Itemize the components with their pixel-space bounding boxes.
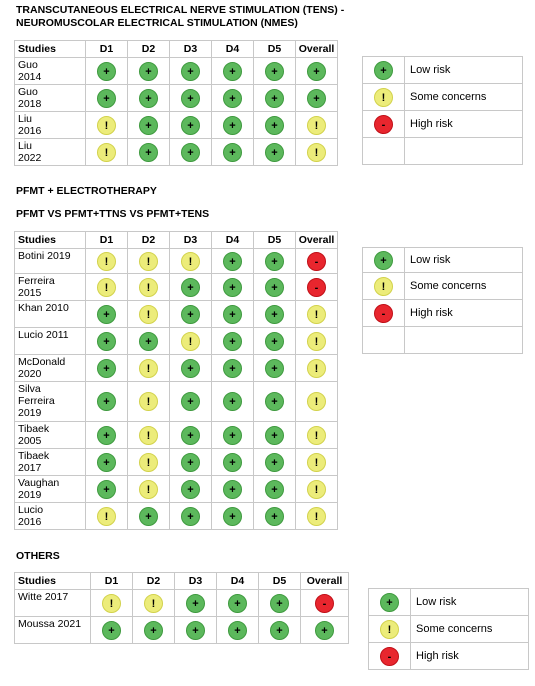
- some-risk-icon: !: [97, 252, 116, 271]
- study-name: Tibaek 2005: [15, 422, 86, 449]
- table-row: [15, 328, 338, 355]
- legend-item: [363, 57, 523, 84]
- low-risk-icon: +: [270, 594, 289, 613]
- section-subtitle: PFMT VS PFMT+TTNS VS PFMT+TENS: [16, 208, 210, 220]
- section-title: TRANSCUTANEOUS ELECTRICAL NERVE STIMULATION (TENS) - NEUROMUSCOLAR ELECTRICAL STIMULATION (NMES): [16, 4, 345, 29]
- rating-cell: [175, 590, 217, 617]
- legend-empty-cell: [405, 327, 523, 354]
- column-header: D1: [86, 41, 128, 58]
- table-row: [15, 301, 338, 328]
- low-risk-icon: +: [97, 453, 116, 472]
- table-row: [15, 422, 338, 449]
- study-name: Silva Ferreira 2019: [15, 382, 86, 422]
- rating-cell: [212, 449, 254, 476]
- study-name: Lucio 2016: [15, 503, 86, 530]
- low-risk-icon: +: [223, 278, 242, 297]
- rating-cell: [86, 355, 128, 382]
- low-risk-icon: +: [265, 116, 284, 135]
- table-row: [15, 590, 349, 617]
- column-header: D5: [254, 232, 296, 249]
- rating-cell: [86, 476, 128, 503]
- legend-some-risk-icon: !: [374, 88, 393, 107]
- low-risk-icon: +: [223, 305, 242, 324]
- table-row: [15, 249, 338, 274]
- rating-cell: [86, 422, 128, 449]
- rating-cell: [128, 112, 170, 139]
- low-risk-icon: +: [265, 507, 284, 526]
- rating-cell: [296, 422, 338, 449]
- low-risk-icon: +: [97, 62, 116, 81]
- table-header-row: [15, 573, 349, 590]
- low-risk-icon: +: [97, 359, 116, 378]
- rating-cell: [128, 503, 170, 530]
- legend-label: Low risk: [411, 589, 529, 616]
- legend-low-risk-icon: +: [380, 593, 399, 612]
- column-header: D3: [170, 41, 212, 58]
- legend-item: [363, 273, 523, 300]
- low-risk-icon: +: [181, 305, 200, 324]
- study-name: McDonald 2020: [15, 355, 86, 382]
- rating-cell: [296, 328, 338, 355]
- rating-cell: [170, 112, 212, 139]
- column-header: D2: [133, 573, 175, 590]
- rating-cell: [296, 301, 338, 328]
- rating-cell: [254, 249, 296, 274]
- legend-label: Some concerns: [411, 616, 529, 643]
- legend-label: Some concerns: [405, 273, 523, 300]
- rating-cell: [212, 355, 254, 382]
- low-risk-icon: +: [97, 305, 116, 324]
- low-risk-icon: +: [223, 453, 242, 472]
- rating-cell: [170, 503, 212, 530]
- rating-cell: [86, 328, 128, 355]
- some-risk-icon: !: [139, 278, 158, 297]
- rating-cell: [170, 139, 212, 166]
- legend-item: [369, 643, 529, 670]
- rating-cell: [170, 476, 212, 503]
- some-risk-icon: !: [139, 252, 158, 271]
- low-risk-icon: +: [186, 594, 205, 613]
- column-header: Overall: [296, 41, 338, 58]
- rating-cell: [301, 617, 349, 644]
- study-name: Vaughan 2019: [15, 476, 86, 503]
- table-row: [15, 503, 338, 530]
- some-risk-icon: !: [97, 143, 116, 162]
- rating-cell: [128, 249, 170, 274]
- low-risk-icon: +: [223, 507, 242, 526]
- rating-cell: [170, 301, 212, 328]
- low-risk-icon: +: [265, 359, 284, 378]
- rating-cell: [170, 85, 212, 112]
- rating-cell: [91, 617, 133, 644]
- column-header: D5: [259, 573, 301, 590]
- low-risk-icon: +: [97, 89, 116, 108]
- some-risk-icon: !: [97, 278, 116, 297]
- study-name: Botini 2019: [15, 249, 86, 274]
- rating-cell: [86, 503, 128, 530]
- rating-cell: [296, 382, 338, 422]
- legend-table: [368, 588, 529, 670]
- low-risk-icon: +: [265, 278, 284, 297]
- legend-label: High risk: [405, 111, 523, 138]
- table-row: [15, 85, 338, 112]
- legend-table: [362, 56, 523, 165]
- rating-cell: [170, 274, 212, 301]
- rating-cell: [296, 139, 338, 166]
- legend-label: High risk: [405, 300, 523, 327]
- rating-cell: [254, 85, 296, 112]
- some-risk-icon: !: [139, 359, 158, 378]
- rating-cell: [86, 274, 128, 301]
- low-risk-icon: +: [181, 426, 200, 445]
- rating-cell: [212, 503, 254, 530]
- section-title: PFMT + ELECTROTHERAPY: [16, 185, 157, 197]
- some-risk-icon: !: [139, 480, 158, 499]
- low-risk-icon: +: [139, 143, 158, 162]
- rating-cell: [86, 449, 128, 476]
- low-risk-icon: +: [265, 252, 284, 271]
- low-risk-icon: +: [102, 621, 121, 640]
- column-header: D4: [217, 573, 259, 590]
- low-risk-icon: +: [139, 507, 158, 526]
- rating-cell: [128, 449, 170, 476]
- rating-cell: [128, 355, 170, 382]
- some-risk-icon: !: [307, 305, 326, 324]
- rating-cell: [212, 382, 254, 422]
- legend-item: [363, 84, 523, 111]
- rating-cell: [296, 274, 338, 301]
- rating-cell: [128, 422, 170, 449]
- rating-cell: [217, 617, 259, 644]
- rating-cell: [212, 58, 254, 85]
- study-name: Tibaek 2017: [15, 449, 86, 476]
- rating-cell: [170, 449, 212, 476]
- rating-cell: [254, 58, 296, 85]
- some-risk-icon: !: [307, 392, 326, 411]
- rating-cell: [212, 274, 254, 301]
- low-risk-icon: +: [139, 116, 158, 135]
- table-row: [15, 58, 338, 85]
- legend-low-risk-icon: +: [374, 61, 393, 80]
- rating-cell: [128, 85, 170, 112]
- rating-cell: [212, 249, 254, 274]
- high-risk-icon: -: [315, 594, 334, 613]
- rating-cell: [212, 476, 254, 503]
- low-risk-icon: +: [181, 359, 200, 378]
- rating-cell: [170, 58, 212, 85]
- rating-cell: [254, 382, 296, 422]
- table-row: [15, 449, 338, 476]
- rating-cell: [175, 617, 217, 644]
- low-risk-icon: +: [223, 480, 242, 499]
- some-risk-icon: !: [307, 359, 326, 378]
- rating-cell: [254, 274, 296, 301]
- study-name: Lucio 2011: [15, 328, 86, 355]
- some-risk-icon: !: [307, 332, 326, 351]
- legend-item: [363, 111, 523, 138]
- low-risk-icon: +: [265, 426, 284, 445]
- rating-cell: [170, 422, 212, 449]
- low-risk-icon: +: [139, 62, 158, 81]
- rating-cell: [170, 355, 212, 382]
- low-risk-icon: +: [181, 89, 200, 108]
- some-risk-icon: !: [139, 305, 158, 324]
- rating-cell: [254, 355, 296, 382]
- low-risk-icon: +: [97, 426, 116, 445]
- low-risk-icon: +: [223, 332, 242, 351]
- column-header: Overall: [301, 573, 349, 590]
- some-risk-icon: !: [307, 507, 326, 526]
- rating-cell: [86, 382, 128, 422]
- low-risk-icon: +: [265, 62, 284, 81]
- column-header: Studies: [15, 573, 91, 590]
- low-risk-icon: +: [181, 453, 200, 472]
- low-risk-icon: +: [223, 392, 242, 411]
- low-risk-icon: +: [270, 621, 289, 640]
- low-risk-icon: +: [307, 62, 326, 81]
- rating-cell: [128, 382, 170, 422]
- low-risk-icon: +: [139, 332, 158, 351]
- some-risk-icon: !: [97, 116, 116, 135]
- rating-cell: [254, 112, 296, 139]
- legend-some-risk-icon: !: [380, 620, 399, 639]
- column-header: D2: [128, 41, 170, 58]
- rating-cell: [86, 112, 128, 139]
- legend-label: Some concerns: [405, 84, 523, 111]
- rating-cell: [254, 503, 296, 530]
- low-risk-icon: +: [139, 89, 158, 108]
- legend-label: High risk: [411, 643, 529, 670]
- study-name: Ferreira 2015: [15, 274, 86, 301]
- rating-cell: [254, 301, 296, 328]
- low-risk-icon: +: [228, 621, 247, 640]
- some-risk-icon: !: [102, 594, 121, 613]
- legend-empty-cell: [363, 138, 405, 165]
- rating-cell: [259, 617, 301, 644]
- low-risk-icon: +: [265, 332, 284, 351]
- rating-cell: [259, 590, 301, 617]
- rating-cell: [128, 476, 170, 503]
- table-row: [15, 355, 338, 382]
- low-risk-icon: +: [181, 143, 200, 162]
- rating-cell: [212, 112, 254, 139]
- legend-item: [369, 616, 529, 643]
- rating-cell: [128, 58, 170, 85]
- rating-cell: [86, 301, 128, 328]
- some-risk-icon: !: [139, 392, 158, 411]
- legend-high-risk-icon: -: [374, 115, 393, 134]
- low-risk-icon: +: [97, 480, 116, 499]
- rating-cell: [91, 590, 133, 617]
- risk-of-bias-table: [14, 572, 349, 644]
- column-header: D1: [86, 232, 128, 249]
- legend-item: [369, 589, 529, 616]
- some-risk-icon: !: [181, 332, 200, 351]
- study-name: Liu 2016: [15, 112, 86, 139]
- low-risk-icon: +: [265, 392, 284, 411]
- high-risk-icon: -: [307, 252, 326, 271]
- low-risk-icon: +: [223, 62, 242, 81]
- legend-empty-cell: [405, 138, 523, 165]
- study-name: Khan 2010: [15, 301, 86, 328]
- rating-cell: [296, 503, 338, 530]
- low-risk-icon: +: [186, 621, 205, 640]
- low-risk-icon: +: [181, 62, 200, 81]
- risk-of-bias-table: [14, 40, 338, 166]
- rating-cell: [133, 590, 175, 617]
- some-risk-icon: !: [144, 594, 163, 613]
- table-row: [15, 476, 338, 503]
- table-header-row: [15, 232, 338, 249]
- low-risk-icon: +: [181, 392, 200, 411]
- rating-cell: [212, 301, 254, 328]
- rating-cell: [296, 112, 338, 139]
- low-risk-icon: +: [315, 621, 334, 640]
- rating-cell: [128, 328, 170, 355]
- column-header: D3: [170, 232, 212, 249]
- high-risk-icon: -: [307, 278, 326, 297]
- legend-label: Low risk: [405, 57, 523, 84]
- column-header: D5: [254, 41, 296, 58]
- rating-cell: [86, 58, 128, 85]
- legend-empty-row: [363, 138, 523, 165]
- rating-cell: [217, 590, 259, 617]
- table-row: [15, 274, 338, 301]
- rating-cell: [128, 301, 170, 328]
- rating-cell: [86, 139, 128, 166]
- low-risk-icon: +: [181, 278, 200, 297]
- rating-cell: [170, 328, 212, 355]
- rating-cell: [86, 249, 128, 274]
- column-header: Overall: [296, 232, 338, 249]
- low-risk-icon: +: [223, 116, 242, 135]
- low-risk-icon: +: [265, 89, 284, 108]
- some-risk-icon: !: [139, 453, 158, 472]
- rating-cell: [128, 274, 170, 301]
- low-risk-icon: +: [181, 507, 200, 526]
- rating-cell: [128, 139, 170, 166]
- study-name: Witte 2017: [15, 590, 91, 617]
- table-header-row: [15, 41, 338, 58]
- rating-cell: [254, 449, 296, 476]
- rating-cell: [170, 382, 212, 422]
- column-header: Studies: [15, 232, 86, 249]
- legend-empty-cell: [363, 327, 405, 354]
- rating-cell: [296, 355, 338, 382]
- table-row: [15, 617, 349, 644]
- some-risk-icon: !: [307, 143, 326, 162]
- low-risk-icon: +: [223, 426, 242, 445]
- rating-cell: [212, 422, 254, 449]
- low-risk-icon: +: [181, 116, 200, 135]
- some-risk-icon: !: [139, 426, 158, 445]
- low-risk-icon: +: [223, 252, 242, 271]
- column-header: D4: [212, 232, 254, 249]
- rating-cell: [296, 249, 338, 274]
- rating-cell: [254, 422, 296, 449]
- rating-cell: [170, 249, 212, 274]
- legend-label: Low risk: [405, 248, 523, 273]
- rating-cell: [86, 85, 128, 112]
- rating-cell: [254, 328, 296, 355]
- some-risk-icon: !: [307, 116, 326, 135]
- low-risk-icon: +: [144, 621, 163, 640]
- low-risk-icon: +: [265, 453, 284, 472]
- table-row: [15, 139, 338, 166]
- column-header: D3: [175, 573, 217, 590]
- some-risk-icon: !: [307, 480, 326, 499]
- low-risk-icon: +: [265, 480, 284, 499]
- study-name: Liu 2022: [15, 139, 86, 166]
- rating-cell: [254, 139, 296, 166]
- legend-item: [363, 248, 523, 273]
- rating-cell: [296, 449, 338, 476]
- study-name: Guo 2018: [15, 85, 86, 112]
- some-risk-icon: !: [97, 507, 116, 526]
- study-name: Guo 2014: [15, 58, 86, 85]
- table-row: [15, 382, 338, 422]
- rating-cell: [133, 617, 175, 644]
- study-name: Moussa 2021: [15, 617, 91, 644]
- legend-table: [362, 247, 523, 354]
- legend-high-risk-icon: -: [374, 304, 393, 323]
- rating-cell: [212, 85, 254, 112]
- low-risk-icon: +: [181, 480, 200, 499]
- low-risk-icon: +: [228, 594, 247, 613]
- column-header: D4: [212, 41, 254, 58]
- rating-cell: [212, 328, 254, 355]
- low-risk-icon: +: [97, 332, 116, 351]
- low-risk-icon: +: [223, 359, 242, 378]
- low-risk-icon: +: [223, 143, 242, 162]
- column-header: D1: [91, 573, 133, 590]
- some-risk-icon: !: [307, 426, 326, 445]
- rating-cell: [254, 476, 296, 503]
- table-row: [15, 112, 338, 139]
- rating-cell: [296, 58, 338, 85]
- column-header: Studies: [15, 41, 86, 58]
- low-risk-icon: +: [307, 89, 326, 108]
- legend-high-risk-icon: -: [380, 647, 399, 666]
- section-title: OTHERS: [16, 550, 60, 562]
- legend-empty-row: [363, 327, 523, 354]
- column-header: D2: [128, 232, 170, 249]
- some-risk-icon: !: [181, 252, 200, 271]
- legend-some-risk-icon: !: [374, 277, 393, 296]
- rating-cell: [296, 476, 338, 503]
- risk-of-bias-table: [14, 231, 338, 530]
- legend-low-risk-icon: +: [374, 251, 393, 270]
- low-risk-icon: +: [223, 89, 242, 108]
- rating-cell: [301, 590, 349, 617]
- some-risk-icon: !: [307, 453, 326, 472]
- rating-cell: [212, 139, 254, 166]
- legend-item: [363, 300, 523, 327]
- low-risk-icon: +: [265, 305, 284, 324]
- rating-cell: [296, 85, 338, 112]
- low-risk-icon: +: [97, 392, 116, 411]
- low-risk-icon: +: [265, 143, 284, 162]
